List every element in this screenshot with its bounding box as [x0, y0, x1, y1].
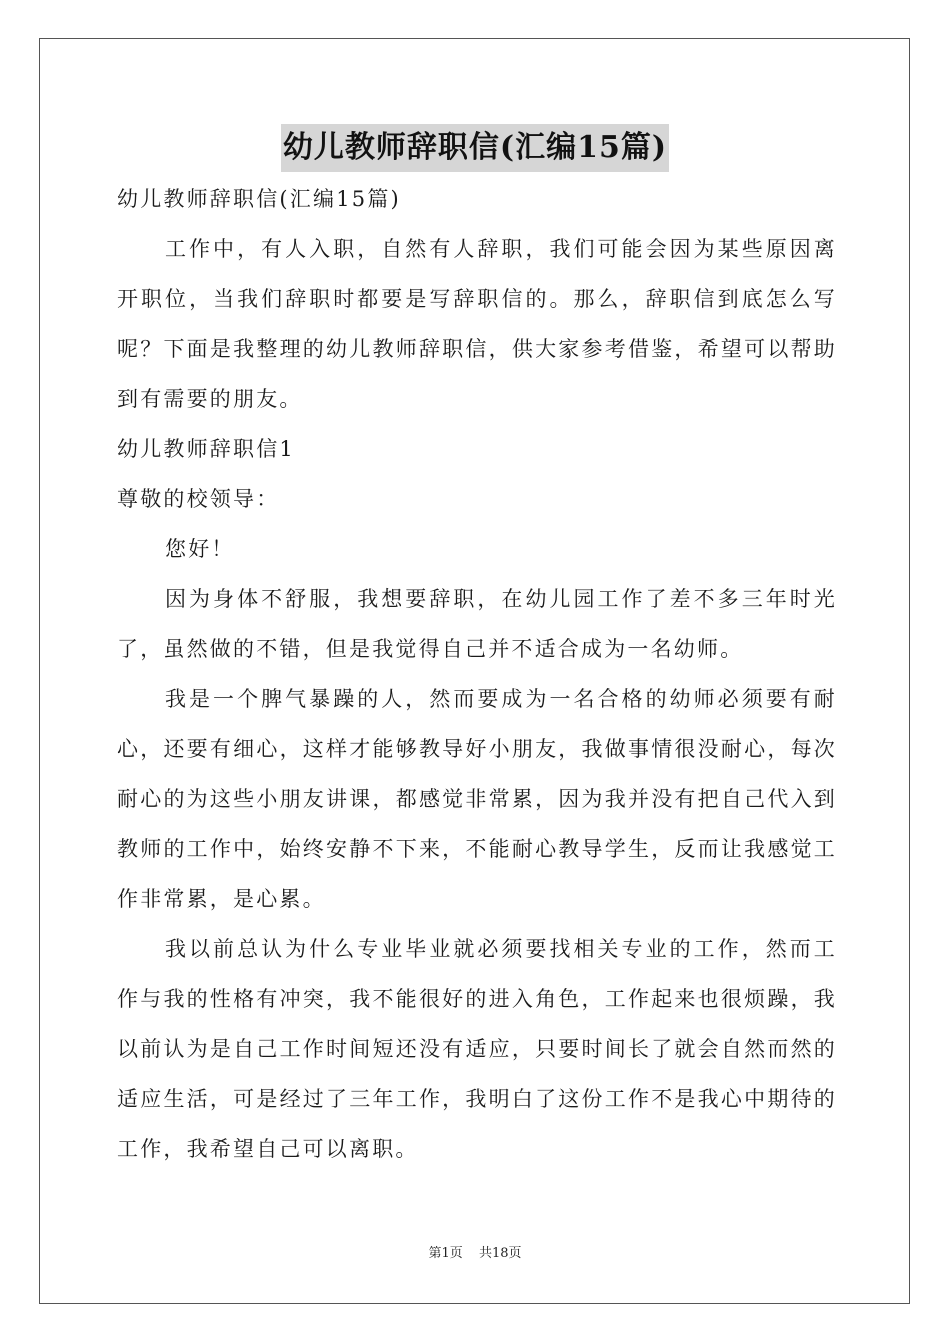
document-title: 幼儿教师辞职信(汇编15篇)	[281, 124, 669, 172]
body-paragraph: 我是一个脾气暴躁的人，然而要成为一名合格的幼师必须要有耐心，还要有细心，这样才能够教导好小朋友，我做事情很没耐心，每次耐心的为这些小朋友讲课，都感觉非常累，因为我并没有把自己代入到教师的工作中，始终安静不下来，不能耐心教导学生，反而让我感觉工作非常累，是心累。	[117, 687, 837, 911]
title-container	[0, 124, 950, 172]
page-number-current: 第1页	[428, 1246, 463, 1261]
page-number-total: 共18页	[478, 1246, 522, 1261]
intro-paragraph: 工作中，有人入职，自然有人辞职，我们可能会因为某些原因离开职位，当我们辞职时都要是写辞职信的。那么，辞职信到底怎么写呢？下面是我整理的幼儿教师辞职信，供大家参考借鉴，希望可以帮助到有需要的朋友。	[117, 237, 837, 411]
section-heading: 幼儿教师辞职信1	[117, 437, 295, 461]
body-paragraph: 因为身体不舒服，我想要辞职，在幼儿园工作了差不多三年时光了，虽然做的不错，但是我觉得自己并不适合成为一名幼师。	[117, 587, 837, 661]
page-footer	[0, 1244, 950, 1264]
subtitle-line: 幼儿教师辞职信(汇编15篇)	[117, 187, 401, 211]
document-body	[117, 174, 837, 1174]
body-paragraph: 我以前总认为什么专业毕业就必须要找相关专业的工作，然而工作与我的性格有冲突，我不能很好的进入角色，工作起来也很烦躁，我以前认为是自己工作时间短还没有适应，只要时间长了就会自然而然的适应生活，可是经过了三年工作，我明白了这份工作不是我心中期待的工作，我希望自己可以离职。	[117, 937, 837, 1161]
salutation: 尊敬的校领导：	[117, 487, 280, 511]
greeting: 您好！	[165, 537, 235, 561]
